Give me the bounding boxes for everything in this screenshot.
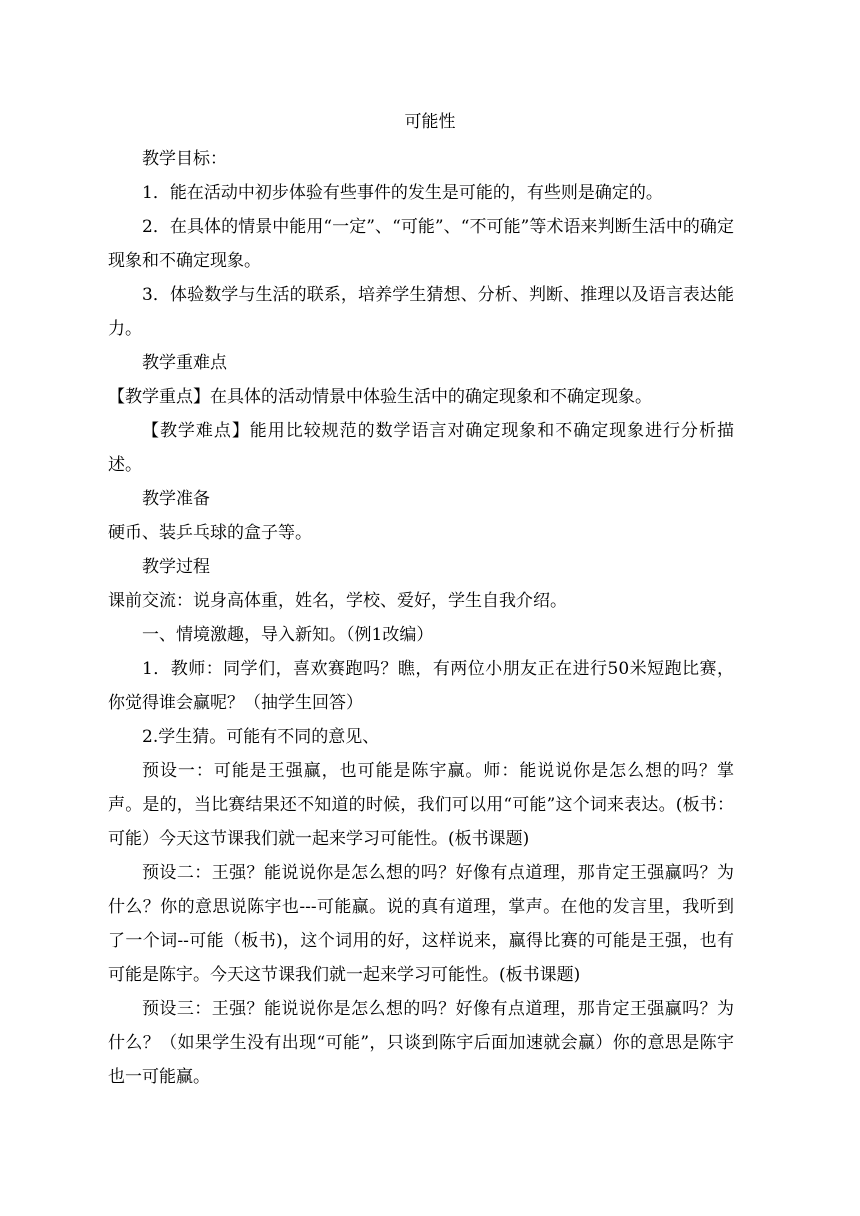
paragraph: 2．在具体的情景中能用“一定”、“可能”、“不可能”等术语来判断生活中的确定现象和不确定现象。 [108, 217, 734, 271]
paragraph: 3．体验数学与生活的联系，培养学生猜想、分析、判断、推理以及语言表达能力。 [108, 285, 734, 339]
paragraph: 预设一：可能是王强赢，也可能是陈宇赢。师：能说说你是怎么想的吗？掌声。是的，当比赛结果还不知道的时候，我们可以用“可能”这个词来表达。(板书：可能）今天这节课我们就一起来学习可能性。(板书课题) [108, 761, 734, 849]
paragraph: 教学准备 [142, 489, 210, 509]
paragraph: 预设二：王强？能说说你是怎么想的吗？好像有点道理，那肯定王强赢吗？为什么？你的意思说陈宇也---可能赢。说的真有道理，掌声。在他的发言里，我听到了一个词--可能（板书)，这个词用的好，这样说来，赢得比赛的可能是王强，也有可能是陈宇。今天这节课我们就一起来学习可能性。(板书课题) [108, 863, 734, 985]
paragraph: 1．教师：同学们，喜欢赛跑吗？瞧，有两位小朋友正在进行50米短跑比赛，你觉得谁会赢呢？（抽学生回答） [108, 659, 734, 713]
document-title: 可能性 [404, 112, 456, 132]
paragraph: 预设三：王强？能说说你是怎么想的吗？好像有点道理，那肯定王强赢吗？为什么？（如果学生没有出现“可能”，只谈到陈宇后面加速就会赢）你的意思是陈宇也一可能赢。 [108, 999, 734, 1087]
paragraph: 一、情境激趣，导入新知。（例1改编） [142, 625, 434, 645]
paragraph: 教学重难点 [142, 353, 227, 373]
paragraph: 1．能在活动中初步体验有些事件的发生是可能的，有些则是确定的。 [142, 183, 663, 203]
paragraph: 教学过程 [142, 557, 210, 577]
paragraph: 【教学难点】能用比较规范的数学语言对确定现象和不确定现象进行分析描述。 [108, 421, 734, 475]
paragraph: 课前交流：说身高体重，姓名，学校、爱好，学生自我介绍。 [108, 591, 567, 611]
paragraph: 硬币、装乒乓球的盒子等。 [108, 523, 312, 543]
document-body [108, 142, 734, 1094]
paragraph: 2.学生猜。可能有不同的意见、 [142, 727, 380, 747]
paragraph: 教学目标： [142, 149, 227, 169]
paragraph: 【教学重点】在具体的活动情景中体验生活中的确定现象和不确定现象。 [108, 387, 652, 407]
